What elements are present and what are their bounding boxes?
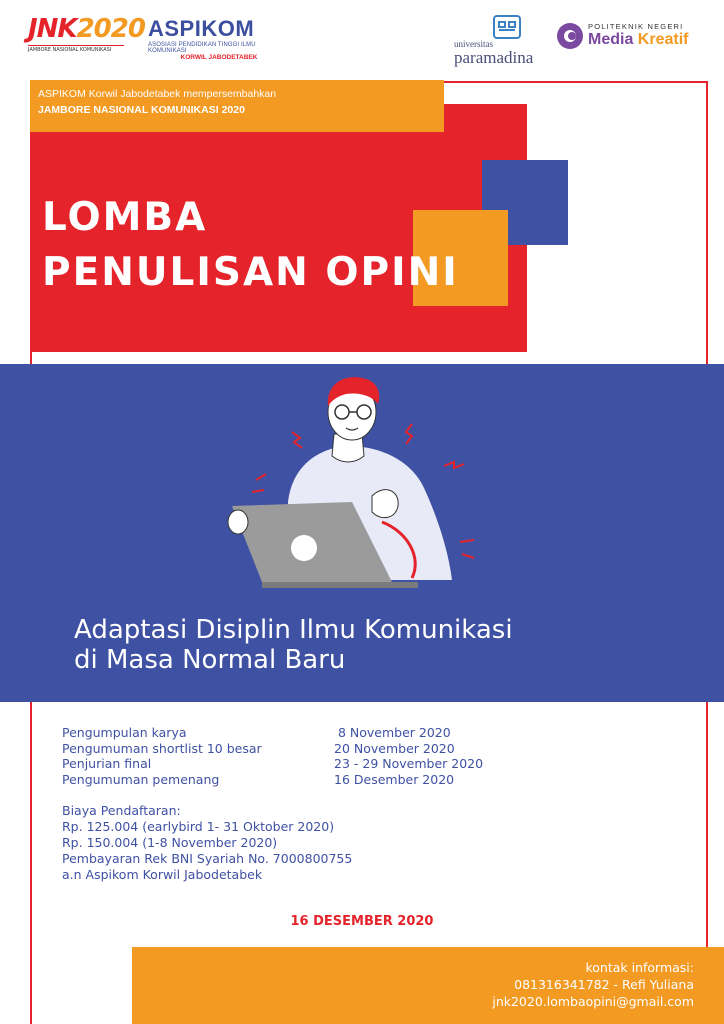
title-line-2: PENULISAN OPINI <box>42 250 459 295</box>
schedule-date: 16 Desember 2020 <box>334 771 455 787</box>
fee-line-bank-account: Pembayaran Rek BNI Syariah No. 7000800755 <box>62 851 353 866</box>
polimedia-emblem-icon <box>556 22 584 50</box>
fee-section <box>62 803 352 883</box>
schedule-row <box>62 725 522 741</box>
schedule-row <box>62 741 522 757</box>
paramadina-emblem-icon <box>492 14 522 40</box>
contact-email[interactable]: jnk2020.lombaopini@gmail.com <box>492 994 694 1009</box>
theme-line-2: di Masa Normal Baru <box>74 645 346 675</box>
aspikom-logo: ASPIKOM ASOSIASI PENDIDIKAN TINGGI ILMU KOMUNIKASI KORWIL JABODETABEK <box>148 16 258 61</box>
schedule-date: 23 - 29 November 2020 <box>334 756 484 771</box>
schedule-list <box>62 725 522 787</box>
paramadina-logo: universitas paramadina <box>454 14 550 67</box>
schedule-label: Penjurian final <box>62 756 152 771</box>
jnk2020-logo: JNK2020 JAMBORE NASIONAL KOMUNIKASI <box>28 14 145 53</box>
person-with-laptop-illustration <box>222 372 502 592</box>
fee-line-regular: Rp. 150.004 (1-8 November 2020) <box>62 835 278 850</box>
schedule-row <box>62 756 522 772</box>
schedule-date: 20 November 2020 <box>334 740 455 756</box>
contact-phone[interactable]: 081316341782 - Refi Yuliana <box>514 977 694 992</box>
banner-line-event: JAMBORE NASIONAL KOMUNIKASI 2020 <box>38 104 245 116</box>
schedule-row <box>62 772 522 788</box>
schedule-label: Pengumuman shortlist 10 besar <box>62 740 262 756</box>
fee-heading: Biaya Pendaftaran: <box>62 803 181 818</box>
title-line-1: LOMBA <box>42 195 208 240</box>
contact-heading: kontak informasi: <box>585 960 694 975</box>
fee-line-account-name: a.n Aspikom Korwil Jabodetabek <box>62 867 263 882</box>
event-date: 16 DESEMBER 2020 <box>290 914 434 929</box>
fee-line-earlybird: Rp. 125.004 (earlybird 1- 31 Oktober 2020) <box>62 819 335 834</box>
schedule-label: Pengumpulan karya <box>62 725 187 740</box>
banner-line-presenter: ASPIKOM Korwil Jabodetabek mempersembahkan <box>38 88 277 100</box>
theme-line-1: Adaptasi Disiplin Ilmu Komunikasi <box>74 615 513 645</box>
schedule-date: 8 November 2020 <box>334 725 451 740</box>
polimedia-logo: POLITEKNIK NEGERI Media Kreatif <box>556 22 706 49</box>
schedule-label: Pengumuman pemenang <box>62 771 220 787</box>
